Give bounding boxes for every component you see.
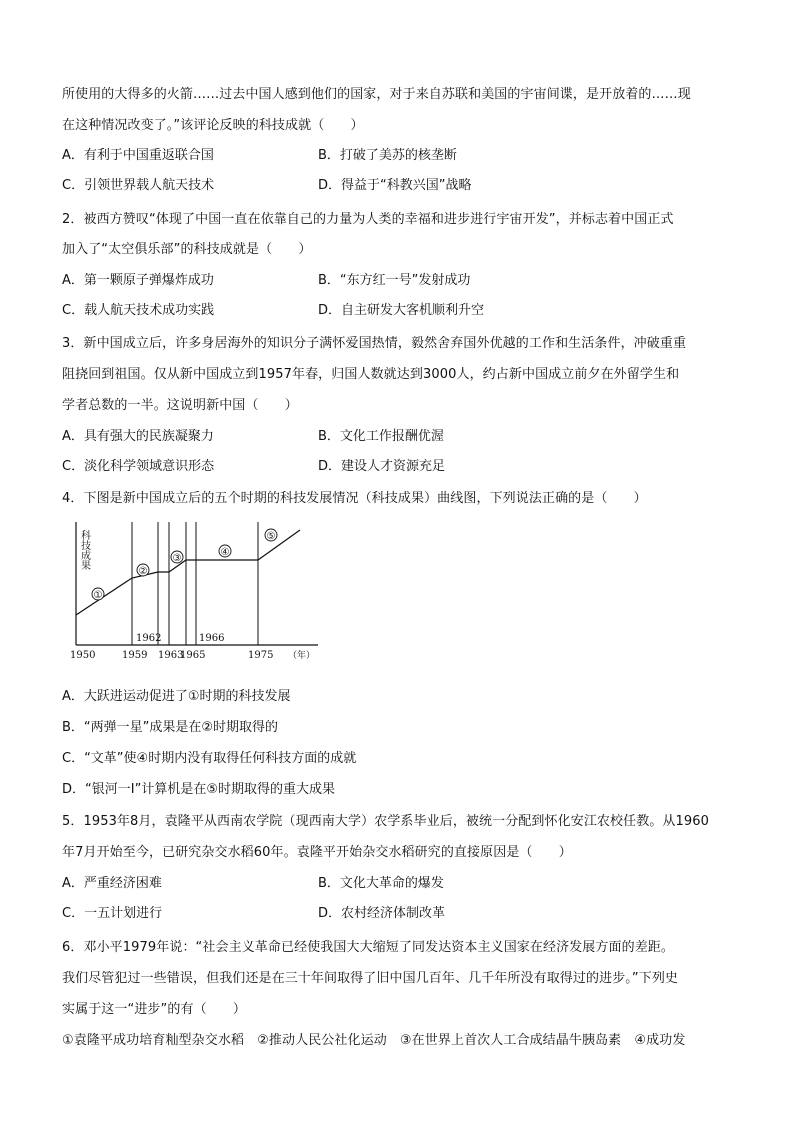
q1-option-b[interactable]: B．打破了美苏的核垄断	[318, 148, 457, 163]
q3-line-3: 学者总数的一半。这说明新中国（ ）	[62, 398, 298, 413]
q4-line-1: 4．下图是新中国成立后的五个时期的科技发展情况（科技成果）曲线图，下列说法正确的是（ ）	[62, 491, 647, 506]
q3-line-2: 阻挠回到祖国。仅从新中国成立到1957年春，归国人数就达到3000人，约占新中国成立前夕在外留学生和	[62, 367, 680, 382]
q6-line-2: 我们尽管犯过一些错误，但我们还是在三十年间取得了旧中国几百年、几千年所没有取得过的进步。”下列史	[62, 971, 679, 986]
q3-option-d[interactable]: D．建设人才资源充足	[318, 459, 446, 474]
q6-line-4: ①袁隆平成功培育籼型杂交水稻 ②推动人民公社化运动 ③在世界上首次人工合成结晶牛胰岛素 ④成功发	[62, 1033, 686, 1048]
q1-option-d[interactable]: D．得益于“科教兴国”战略	[318, 178, 472, 193]
q1-option-a[interactable]: A．有利于中国重返联合国	[62, 148, 214, 163]
q6-line-1: 6．邓小平1979年说：“社会主义革命已经使我国大大缩短了同发达资本主义国家在经济发展方面的差距。	[62, 940, 674, 955]
q5-option-d[interactable]: D．农村经济体制改革	[318, 906, 446, 921]
tick-1963: 1963	[158, 650, 184, 661]
q1-option-c[interactable]: C．引领世界载人航天技术	[62, 178, 215, 193]
q2-line-1: 2．被西方赞叹“体现了中国一直在依靠自己的力量为人类的幸福和进步进行宇宙开发”，并标志着中国正式	[62, 212, 674, 227]
period-label-2: ②	[138, 566, 148, 577]
q5-line-2: 年7月开始至今，已研究杂交水稻60年。袁隆平开始杂交水稻研究的直接原因是（ ）	[62, 845, 572, 860]
tick-1950: 1950	[70, 650, 96, 661]
q2-option-c[interactable]: C．载人航天技术成功实践	[62, 303, 215, 318]
q4-option-a[interactable]: A．大跃进运动促进了①时期的科技发展	[62, 689, 291, 704]
period-label-3: ③	[172, 553, 182, 564]
q1-line-2: 在这种情况改变了。”该评论反映的科技成就（ ）	[62, 118, 364, 133]
tech-achievement-chart	[68, 520, 328, 665]
q5-option-a[interactable]: A．严重经济困难	[62, 876, 162, 891]
tick-1959: 1959	[122, 650, 148, 661]
q1-line-1: 所使用的大得多的火箭……过去中国人感到他们的国家，对于来自苏联和美国的宇宙间谍，是开放着的……现	[62, 87, 691, 102]
q5-option-c[interactable]: C．一五计划进行	[62, 906, 163, 921]
period-marker-3	[171, 551, 183, 564]
q2-line-2: 加入了“太空俱乐部”的科技成就是（ ）	[62, 242, 312, 257]
q3-option-b[interactable]: B．文化工作报酬优渥	[318, 429, 444, 444]
q2-option-b[interactable]: B．“东方红一号”发射成功	[318, 273, 471, 288]
period-marker-4	[219, 545, 231, 558]
q4-option-c[interactable]: C．“文革”使④时期内没有取得任何科技方面的成就	[62, 751, 357, 766]
q6-line-3: 实属于这一“进步”的有（ ）	[62, 1002, 246, 1017]
period-marker-1	[92, 588, 104, 601]
q3-option-c[interactable]: C．淡化科学领域意识形态	[62, 459, 215, 474]
period-label-5: ⑤	[266, 531, 276, 542]
q4-option-d[interactable]: D．“银河一Ⅰ”计算机是在⑤时期取得的重大成果	[62, 782, 335, 797]
q2-option-d[interactable]: D．自主研发大客机顺利升空	[318, 303, 485, 318]
label-1962: 1962	[136, 633, 162, 644]
q5-option-b[interactable]: B．文化大革命的爆发	[318, 876, 444, 891]
q3-line-1: 3．新中国成立后，许多身居海外的知识分子满怀爱国热情，毅然舍弃国外优越的工作和生活条件，冲破重重	[62, 336, 687, 351]
q5-line-1: 5．1953年8月，袁隆平从西南农学院（现西南大学）农学系毕业后，被统一分配到怀化安江农校任教。从1960	[62, 814, 710, 829]
period-marker-5	[265, 529, 277, 542]
period-label-1: ①	[93, 590, 103, 601]
period-marker-2	[137, 564, 149, 577]
q4-option-b[interactable]: B．“两弹一星”成果是在②时期取得的	[62, 720, 279, 735]
q3-option-a[interactable]: A．具有强大的民族凝聚力	[62, 429, 214, 444]
label-1966: 1966	[199, 633, 225, 644]
period-label-4: ④	[220, 547, 230, 558]
tick-1965: 1965	[180, 650, 206, 661]
achievement-curve	[76, 530, 300, 615]
x-axis-label: （年）	[288, 651, 316, 661]
tick-1975: 1975	[248, 650, 274, 661]
q2-option-a[interactable]: A．第一颗原子弹爆炸成功	[62, 273, 214, 288]
y-axis-label: 科技成果	[78, 530, 90, 570]
